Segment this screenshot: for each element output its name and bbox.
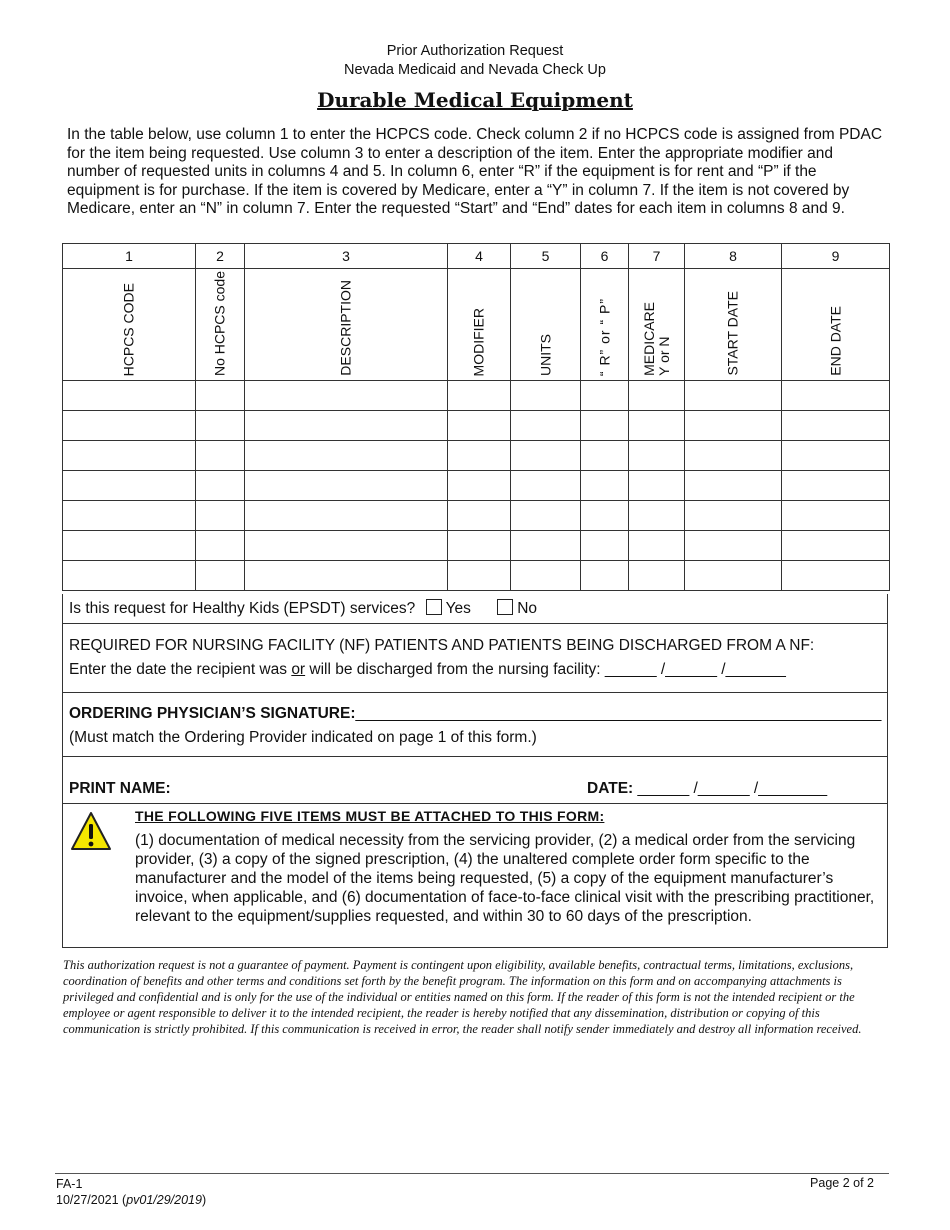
cell[interactable] — [629, 471, 685, 501]
column-number-row — [63, 244, 890, 269]
header-modifier: MODIFIER — [470, 307, 487, 376]
cell[interactable] — [782, 411, 890, 441]
cell[interactable] — [782, 531, 890, 561]
equipment-table — [62, 243, 890, 591]
cell[interactable] — [782, 471, 890, 501]
page-number: Page 2 of 2 — [810, 1176, 874, 1190]
cell[interactable] — [685, 441, 782, 471]
cell[interactable] — [629, 441, 685, 471]
table-row — [63, 561, 890, 591]
form-date-close: ) — [201, 1193, 207, 1207]
footer-left — [56, 1176, 206, 1208]
cell[interactable] — [245, 471, 448, 501]
header-start-date: START DATE — [724, 291, 741, 376]
cell[interactable] — [685, 531, 782, 561]
no-checkbox[interactable] — [497, 599, 513, 615]
col-number: 5 — [511, 244, 581, 269]
date-label: DATE: — [587, 780, 634, 797]
cell[interactable] — [63, 531, 196, 561]
yes-checkbox[interactable] — [426, 599, 442, 615]
cell[interactable] — [245, 531, 448, 561]
table-row — [63, 441, 890, 471]
date-field[interactable]: ______ /______ /________ — [633, 780, 828, 797]
healthy-kids-question: Is this request for Healthy Kids (EPSDT) services? — [69, 600, 416, 617]
warning-icon — [69, 810, 113, 854]
signature-note: (Must match the Ordering Provider indicated on page 1 of this form.) — [69, 729, 537, 746]
cell[interactable] — [581, 441, 629, 471]
header-description: DESCRIPTION — [337, 280, 354, 376]
col-number: 8 — [685, 244, 782, 269]
footer-divider — [55, 1173, 889, 1174]
nursing-line-pre: Enter the date the recipient was — [69, 661, 292, 678]
cell[interactable] — [448, 381, 511, 411]
cell[interactable] — [63, 471, 196, 501]
col-number: 2 — [196, 244, 245, 269]
column-header-row — [63, 269, 890, 381]
yes-label: Yes — [445, 600, 471, 617]
cell[interactable] — [63, 441, 196, 471]
cell[interactable] — [581, 381, 629, 411]
cell[interactable] — [629, 381, 685, 411]
cell[interactable] — [448, 531, 511, 561]
cell[interactable] — [448, 411, 511, 441]
header-medicare-label: MEDICARE — [640, 302, 657, 376]
previous-version: pv01/29/2019 — [126, 1193, 202, 1207]
col-number: 9 — [782, 244, 890, 269]
cell[interactable] — [245, 501, 448, 531]
header-rent-purchase: “ R” or “ P” — [596, 297, 612, 376]
cell[interactable] — [782, 561, 890, 591]
cell[interactable] — [511, 381, 581, 411]
signature-section — [62, 693, 888, 757]
cell[interactable] — [196, 531, 245, 561]
cell[interactable] — [581, 531, 629, 561]
attachments-section — [62, 804, 888, 948]
col-number: 4 — [448, 244, 511, 269]
instructions-paragraph: In the table below, use column 1 to enter the HCPCS code. Check column 2 if no HCPCS code is assigned from PDAC for the item being requested. Use column 3 to enter a description of the item. Enter the appropriate modifier and number of requested units in columns 4 and 5. In column 6, enter “R” if the equipment is for rent and “P” if the equipment is for purchase. If the item is covered by Medicare, enter a “Y” in column 7. If the item is not covered by Medicare, enter an “N” in column 7. Enter the requested “Start” and “End” dates for each item in columns 8 and 9. — [67, 126, 883, 217]
cell[interactable] — [685, 471, 782, 501]
cell[interactable] — [685, 411, 782, 441]
cell[interactable] — [782, 441, 890, 471]
col-number: 6 — [581, 244, 629, 269]
cell[interactable] — [511, 531, 581, 561]
header-units: UNITS — [537, 334, 553, 376]
cell[interactable] — [196, 471, 245, 501]
cell[interactable] — [448, 501, 511, 531]
cell[interactable] — [245, 441, 448, 471]
cell[interactable] — [581, 411, 629, 441]
cell[interactable] — [448, 441, 511, 471]
disclaimer: This authorization request is not a guarantee of payment. Payment is contingent upon eligibility, available benefits, contractual terms, limitations, exclusions, coordination of benefits and other terms and conditions set forth by the benefit program. The information on this form and on accompanying attachments is privileged and confidential and is only for the use of the individual or entities named on this form. If the reader of this form is not the intended recipient or the employee or agent responsible to deliver it to the intended recipient, the reader is hereby notified that any dissemination, distribution or copying of this communication is strictly prohibited. If this communication is received in error, the reader shall notify sender immediately and destroy all information received. — [63, 958, 862, 1036]
cell[interactable] — [448, 471, 511, 501]
attachments-title: THE FOLLOWING FIVE ITEMS MUST BE ATTACHED TO THIS FORM: — [135, 808, 605, 824]
cell[interactable] — [196, 501, 245, 531]
cell[interactable] — [448, 561, 511, 591]
col-number: 3 — [245, 244, 448, 269]
cell[interactable] — [581, 561, 629, 591]
cell[interactable] — [511, 561, 581, 591]
cell[interactable] — [196, 381, 245, 411]
header-medicare — [642, 302, 672, 376]
table-row — [63, 471, 890, 501]
cell[interactable] — [782, 501, 890, 531]
cell[interactable] — [511, 441, 581, 471]
header-medicare-sub: Y or N — [655, 336, 672, 376]
table-row — [63, 411, 890, 441]
cell[interactable] — [685, 381, 782, 411]
table-row — [63, 381, 890, 411]
cell[interactable] — [511, 501, 581, 531]
nursing-heading: REQUIRED FOR NURSING FACILITY (NF) PATIENTS AND PATIENTS BEING DISCHARGED FROM A NF: — [69, 637, 815, 654]
no-label: No — [517, 600, 538, 617]
cell[interactable] — [511, 471, 581, 501]
table-row — [63, 501, 890, 531]
attachments-body: (1) documentation of medical necessity from the servicing provider, (2) a medical order from the servicing provider, (3) a copy of the signed prescription, (4) the unaltered complete order form specific to the manufacturer and the model of the items being requested, (5) a copy of the equipment manufacturer’s invoice, when applicable, and (6) documentation of face-to-face clinical visit with the prescribing practitioner, relevant to the equipment/supplies requested, and within 30 to 60 days of the prescription. — [135, 832, 875, 925]
form-date: 10/27/2021 ( — [56, 1193, 127, 1207]
cell[interactable] — [63, 501, 196, 531]
cell[interactable] — [63, 411, 196, 441]
print-name-label: PRINT NAME: — [69, 780, 171, 797]
signature-field[interactable]: _____________________________________________________________ — [355, 705, 882, 722]
form-id: FA-1 — [56, 1177, 83, 1191]
cell[interactable] — [629, 561, 685, 591]
cell[interactable] — [245, 381, 448, 411]
cell[interactable] — [196, 561, 245, 591]
discharge-date-field[interactable]: will be discharged from the nursing facility: ______ /______ /_______ — [305, 661, 786, 678]
cell[interactable] — [685, 561, 782, 591]
cell[interactable] — [245, 561, 448, 591]
cell[interactable] — [63, 381, 196, 411]
header-hcpcs-code: HCPCS CODE — [120, 282, 137, 376]
signature-label: ORDERING PHYSICIAN’S SIGNATURE: — [69, 705, 356, 722]
cell[interactable] — [782, 381, 890, 411]
nursing-facility-section — [62, 624, 888, 693]
header-end-date: END DATE — [827, 306, 843, 376]
cell[interactable] — [581, 501, 629, 531]
cell[interactable] — [511, 411, 581, 441]
healthy-kids-section — [62, 594, 888, 624]
col-number: 7 — [629, 244, 685, 269]
cell[interactable] — [629, 411, 685, 441]
header-line-1: Prior Authorization Request — [386, 43, 564, 59]
nursing-line-or: or — [291, 661, 306, 678]
cell[interactable] — [196, 441, 245, 471]
cell[interactable] — [63, 561, 196, 591]
cell[interactable] — [629, 531, 685, 561]
cell[interactable] — [196, 411, 245, 441]
page-title: Durable Medical Equipment — [317, 88, 633, 112]
cell[interactable] — [629, 501, 685, 531]
cell[interactable] — [685, 501, 782, 531]
cell[interactable] — [581, 471, 629, 501]
table-row — [63, 531, 890, 561]
cell[interactable] — [245, 411, 448, 441]
header-line-2: Nevada Medicaid and Nevada Check Up — [344, 62, 606, 78]
print-name-section — [62, 757, 888, 804]
col-number: 1 — [63, 244, 196, 269]
header-no-hcpcs-code: No HCPCS code — [211, 270, 228, 376]
